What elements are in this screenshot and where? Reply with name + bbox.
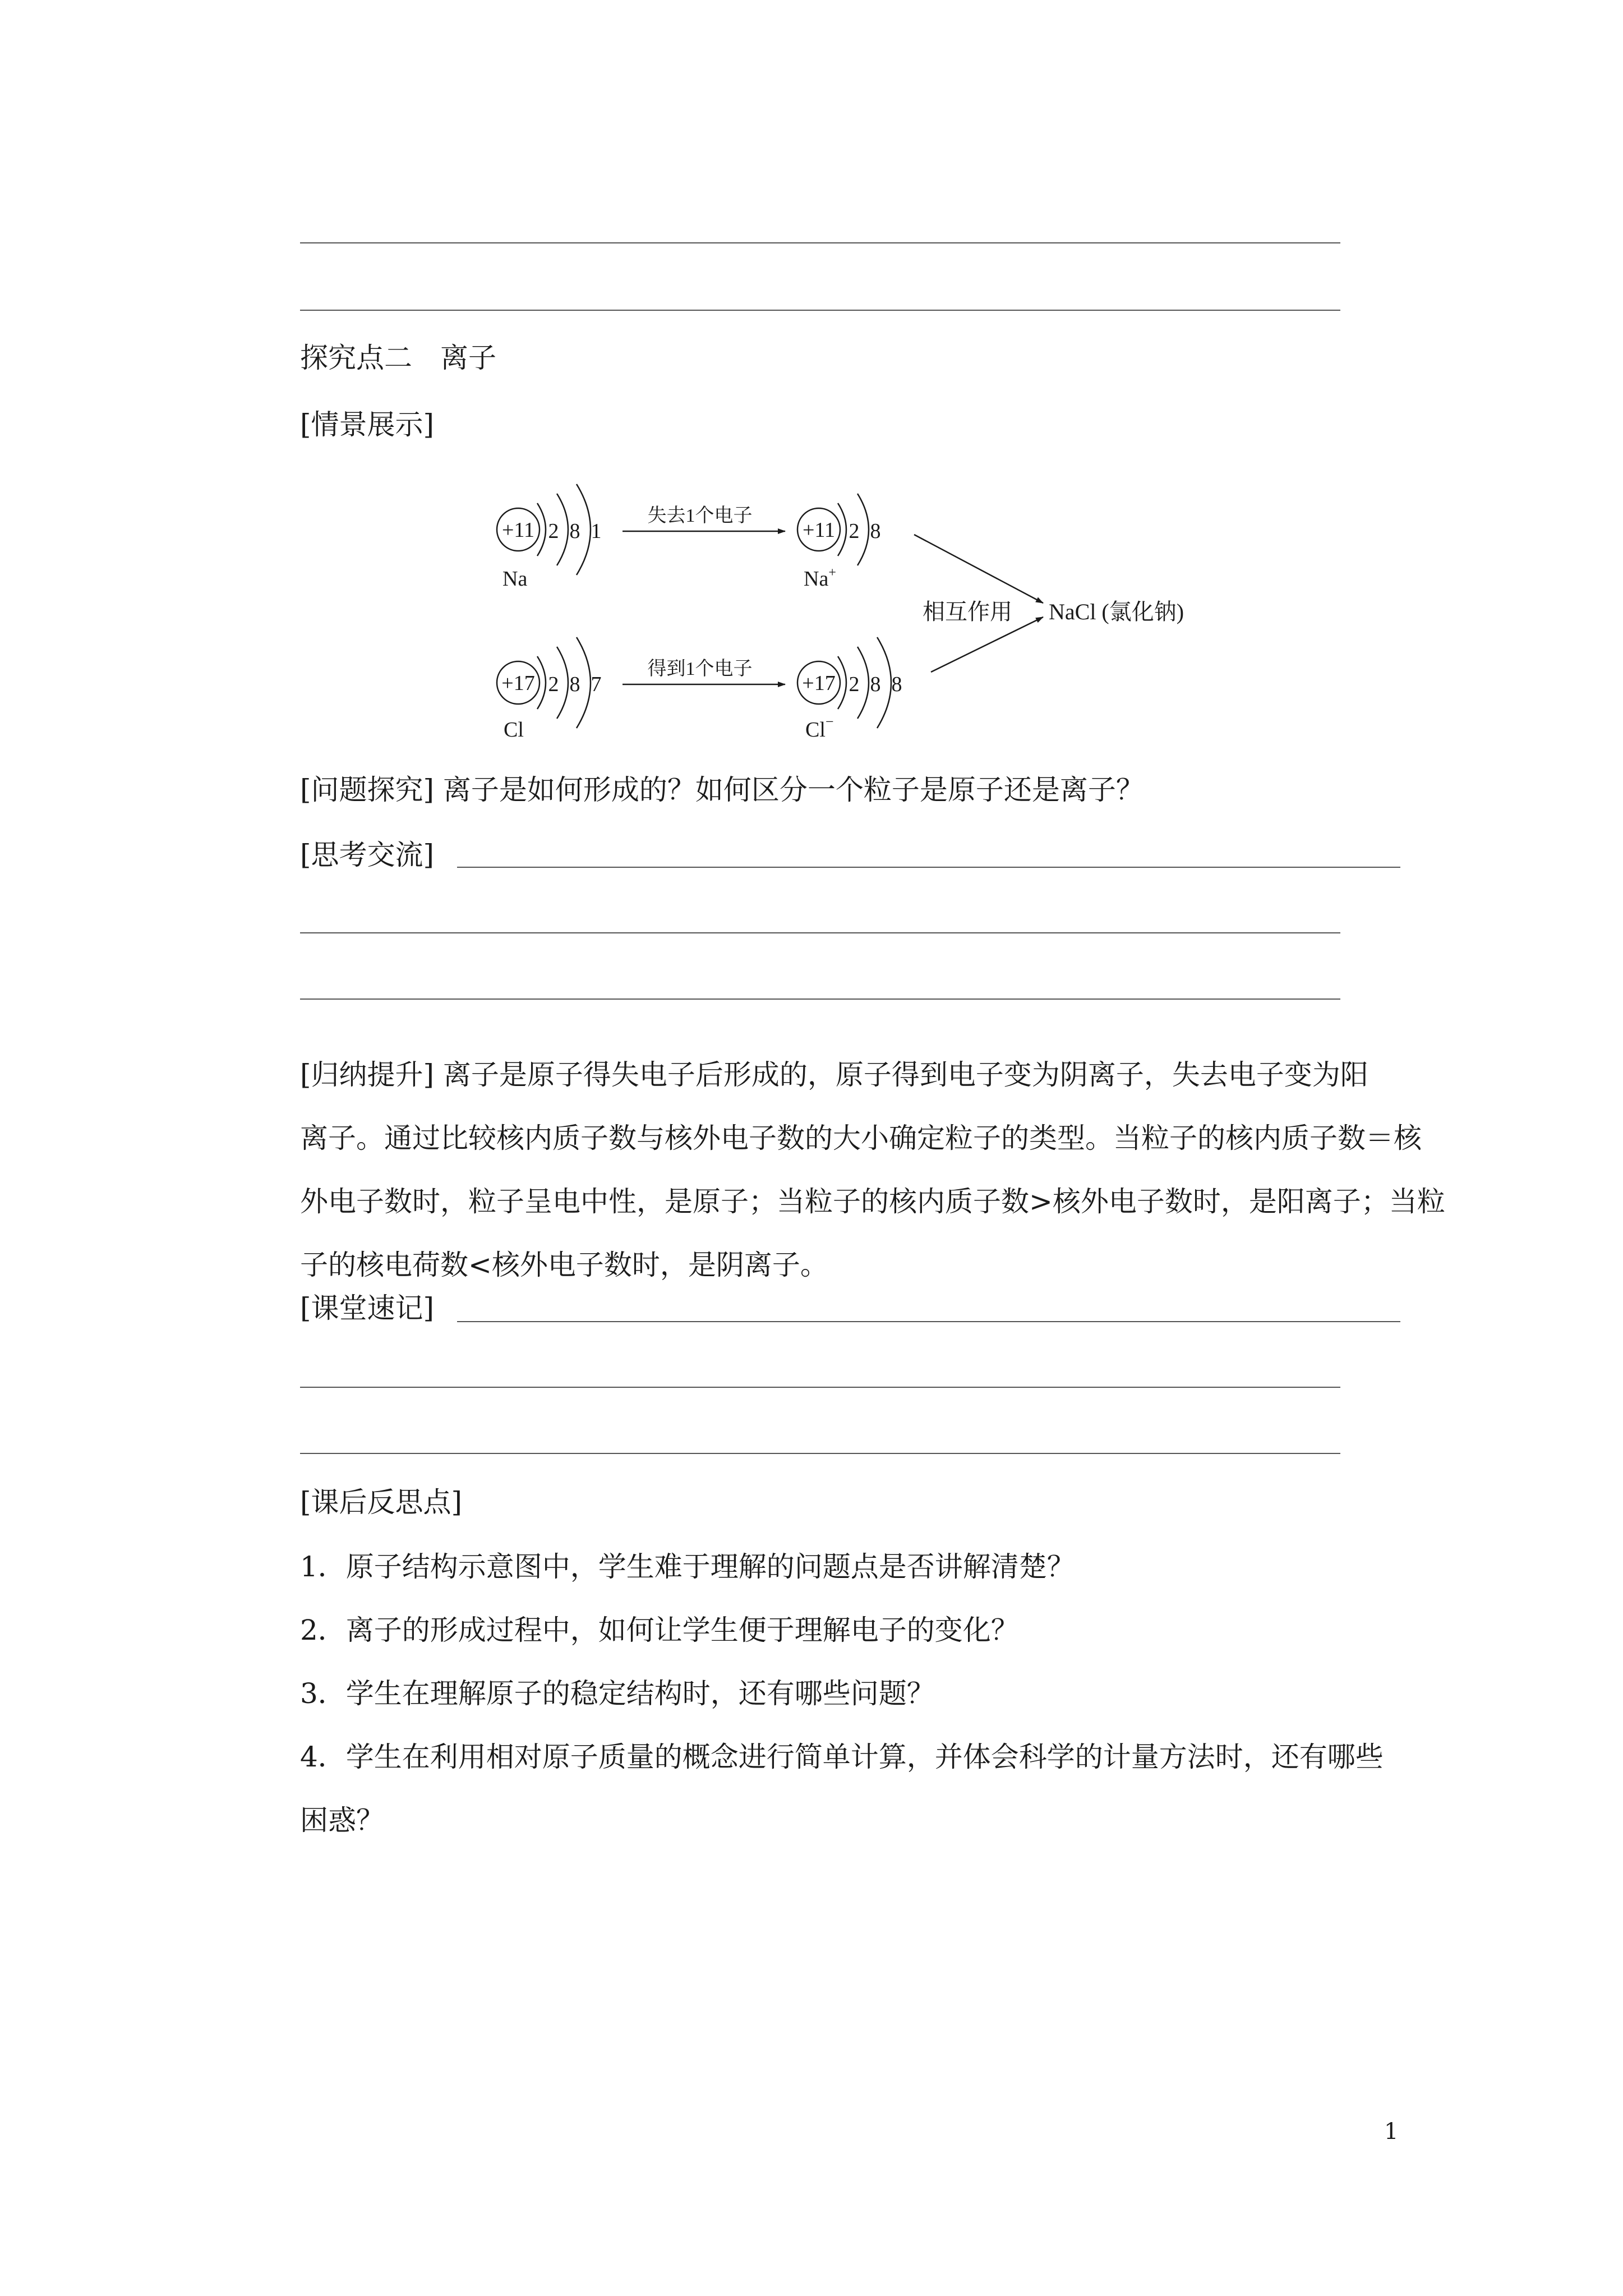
summary-line: 外电子数时，粒子呈电中性，是原子；当粒子的核内质子数>核外电子数时，是阳离子；当粒 xyxy=(300,1185,1445,1218)
cl-atom-symbol: Cl xyxy=(504,718,524,742)
answer-line xyxy=(300,1387,1340,1388)
na-atom-shell-count: 8 xyxy=(569,519,580,543)
lose-electron-label: 失去1个电子 xyxy=(647,505,753,526)
cl-atom-shell-count: 7 xyxy=(591,673,602,696)
gain-electron-label: 得到1个电子 xyxy=(647,659,753,679)
na-atom-symbol: Na xyxy=(502,567,528,591)
na-atom-shell-count: 2 xyxy=(548,519,559,543)
interaction-label: 相互作用 xyxy=(923,599,1012,624)
cl-ion-symbol: Cl− xyxy=(805,714,834,742)
answer-line xyxy=(300,242,1340,243)
reflection-item: 1．原子结构示意图中，学生难于理解的问题点是否讲解清楚？ xyxy=(300,1550,1075,1583)
summary-line: 离子。通过比较核内质子数与核外电子数的大小确定粒子的类型。当粒子的核内质子数＝核 xyxy=(300,1122,1422,1154)
cl-ion-shell-1 xyxy=(838,656,846,709)
notes-label: [课堂速记] xyxy=(300,1292,435,1324)
summary-line: 子的核电荷数<核外电子数时，是阴离子。 xyxy=(300,1249,828,1281)
reflection-item: 3．学生在理解原子的稳定结构时，还有哪些问题？ xyxy=(300,1677,935,1710)
answer-line xyxy=(457,867,1400,868)
cl-atom-shell-count: 2 xyxy=(548,673,559,696)
reflection-label: [课后反思点] xyxy=(300,1486,463,1519)
reflection-item: 4．学生在利用相对原子质量的概念进行简单计算，并体会科学的计量方法时，还有哪些 xyxy=(300,1741,1384,1773)
question-text: [问题探究] 离子是如何形成的？如何区分一个粒子是原子还是离子？ xyxy=(300,774,1144,806)
na-ion-shell-count: 2 xyxy=(849,519,860,543)
na-ion-symbol: Na+ xyxy=(804,565,836,591)
cl-ion-to-product-arrow xyxy=(931,617,1043,672)
na-ion-shell-count: 8 xyxy=(870,519,881,543)
cl-atom-nucleus-label: +17 xyxy=(501,671,535,695)
cl-atom-shell-count: 8 xyxy=(569,673,580,696)
answer-line xyxy=(300,999,1340,1000)
reflection-item-continued: 困惑？ xyxy=(300,1804,384,1837)
answer-line xyxy=(300,310,1340,311)
na-ion-nucleus-label: +11 xyxy=(802,518,836,542)
na-ion-shell-1 xyxy=(838,503,846,556)
answer-line xyxy=(300,932,1340,933)
na-atom-shell-1 xyxy=(537,503,546,556)
answer-line xyxy=(457,1321,1400,1322)
cl-ion-shell-count: 8 xyxy=(891,673,902,696)
answer-line xyxy=(300,1453,1340,1454)
summary-line: [归纳提升] 离子是原子得失电子后形成的，原子得到电子变为阴离子，失去电子变为阳 xyxy=(300,1059,1368,1091)
page-number: 1 xyxy=(1384,2119,1399,2145)
na-ion-charge: + xyxy=(828,565,836,580)
scene-label: [情景展示] xyxy=(300,408,435,441)
cl-ion-shell-count: 2 xyxy=(849,673,860,696)
section-heading: 探究点二 离子 xyxy=(300,342,496,374)
product-label: NaCl (氯化钠) xyxy=(1049,599,1184,624)
na-atom-nucleus-label: +11 xyxy=(501,518,535,542)
reflection-item: 2．离子的形成过程中，如何让学生便于理解电子的变化？ xyxy=(300,1614,1019,1646)
na-atom-shell-count: 1 xyxy=(591,519,602,543)
cl-ion-nucleus-label: +17 xyxy=(802,671,836,695)
cl-ion-shell-count: 8 xyxy=(870,673,881,696)
cl-ion-charge: − xyxy=(825,714,834,730)
summary-paragraph xyxy=(300,1043,1445,1297)
ion-formation-diagram xyxy=(482,460,1234,752)
discussion-label: [思考交流] xyxy=(300,839,435,871)
na-ion-to-product-arrow xyxy=(914,535,1043,603)
cl-atom-shell-1 xyxy=(537,656,546,709)
